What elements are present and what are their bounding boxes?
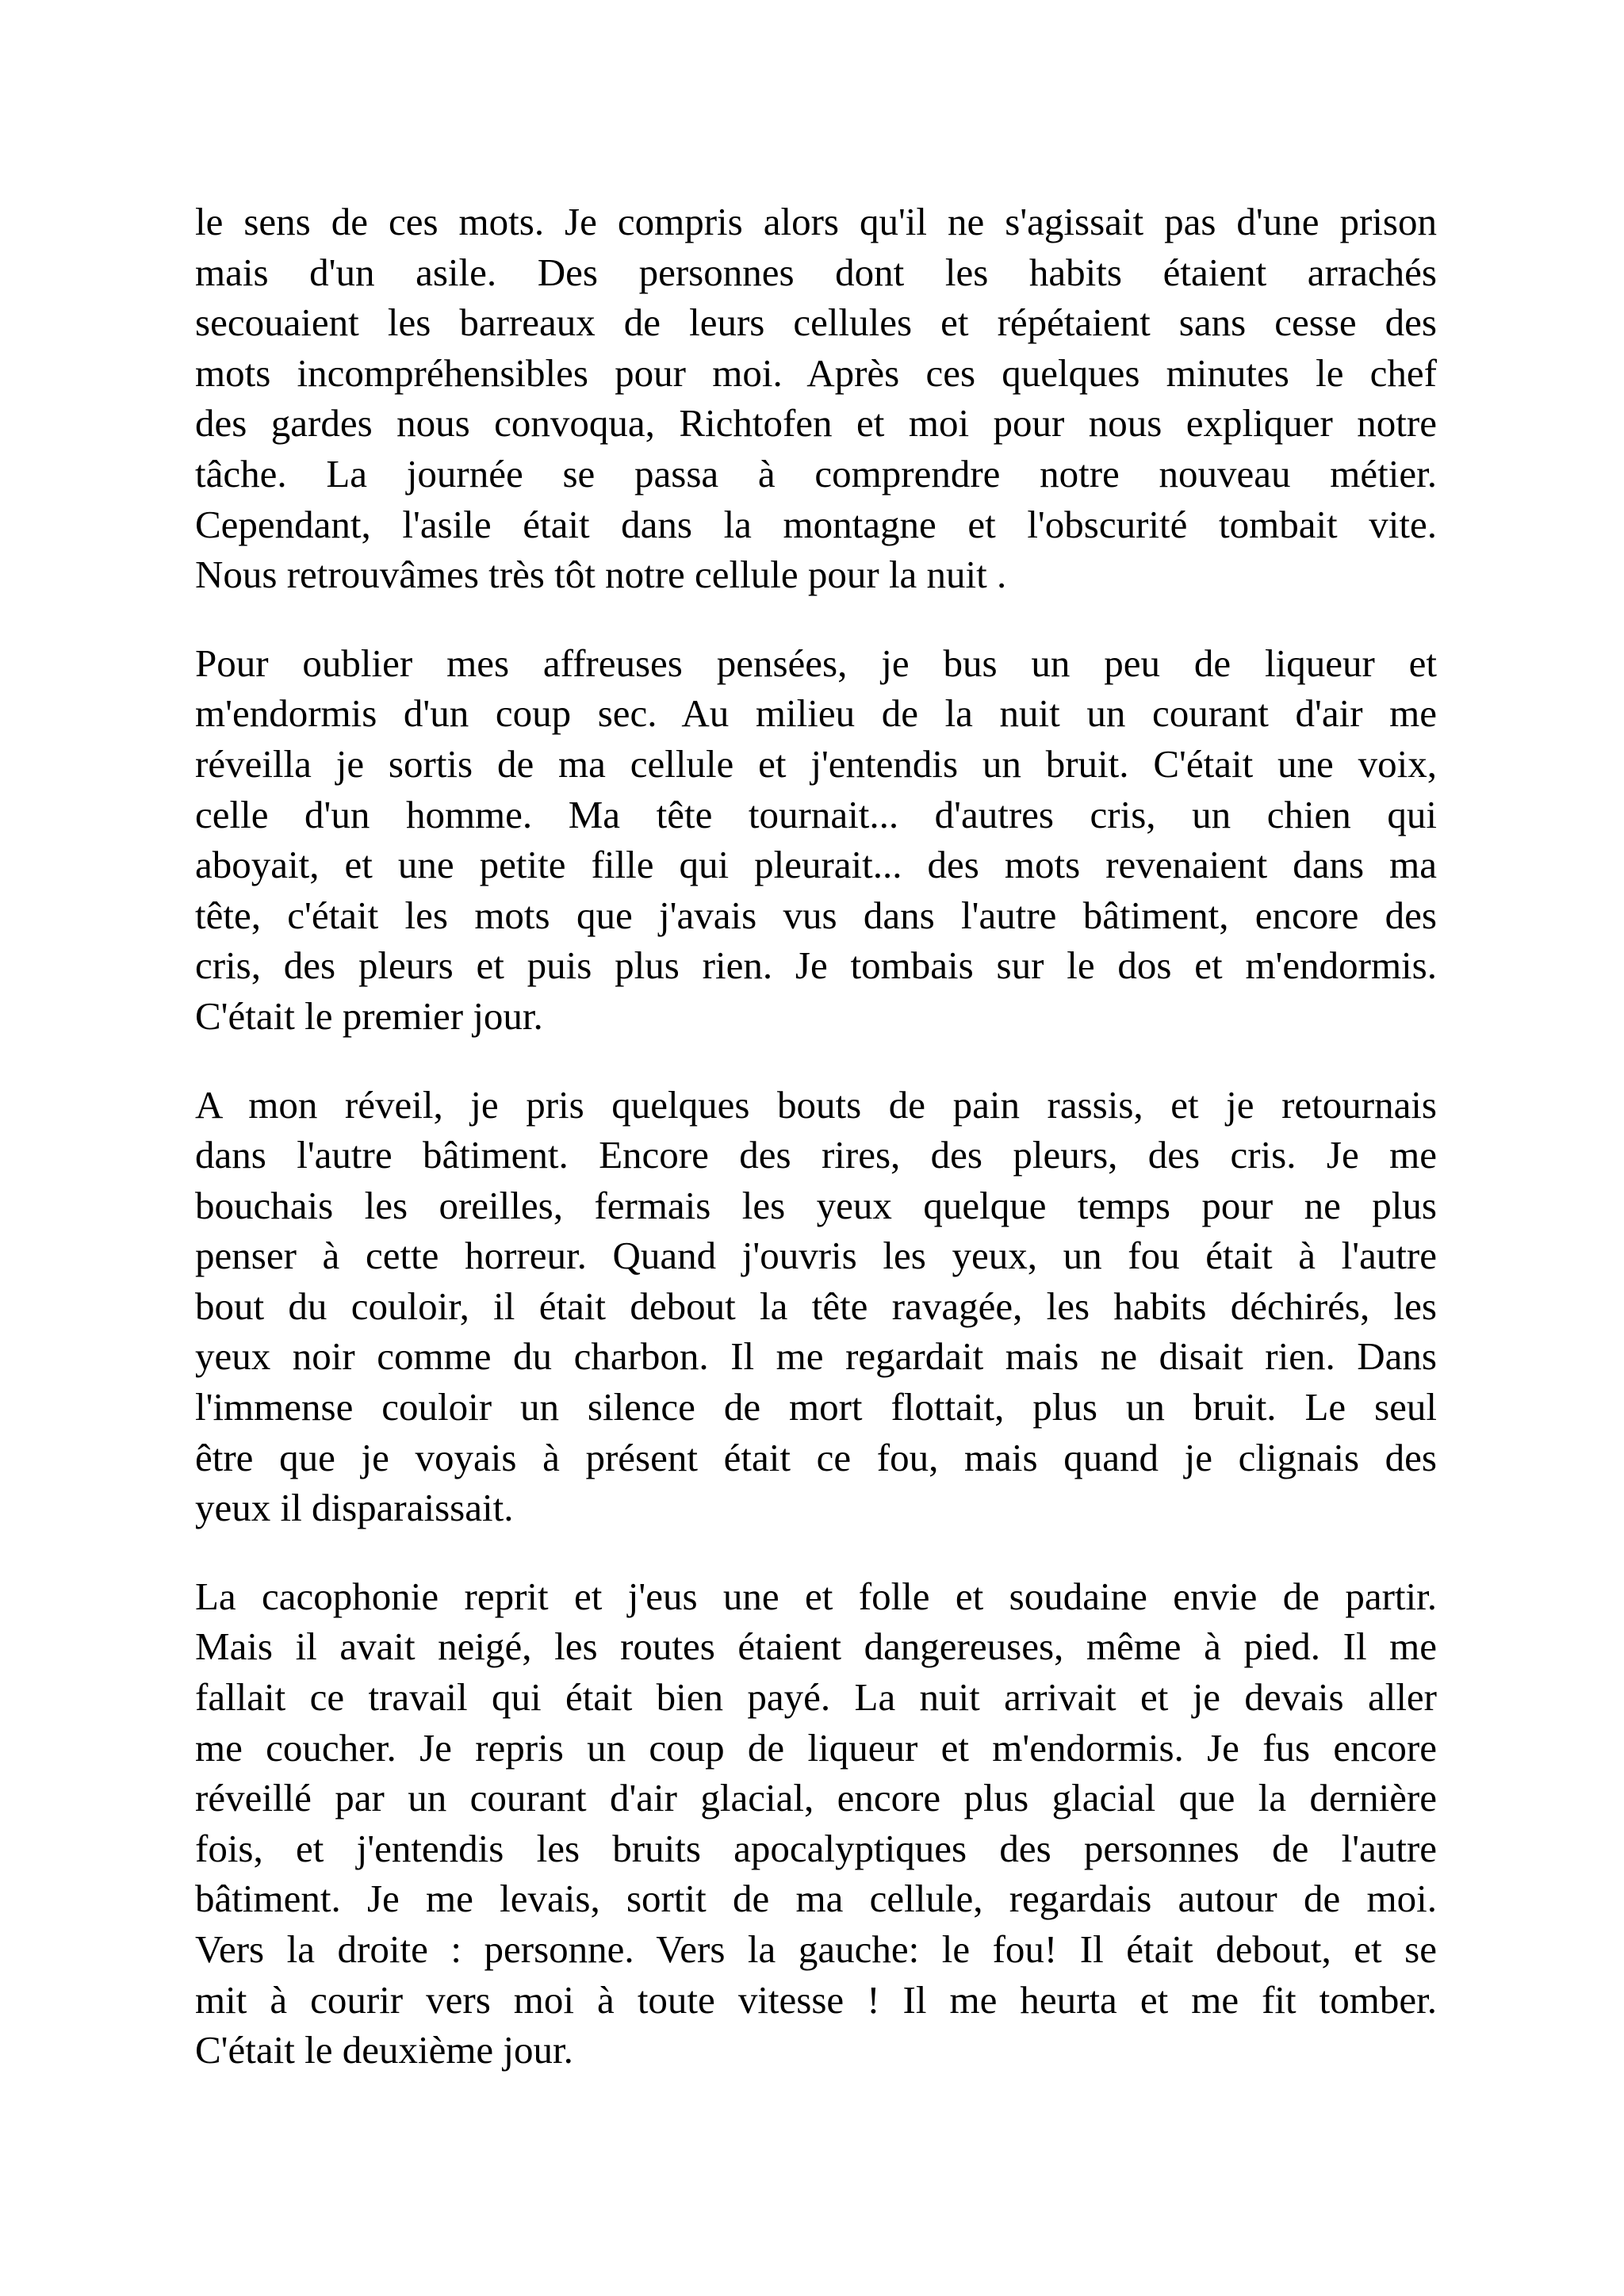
text-line: C'était le deuxième jour. bbox=[195, 2028, 573, 2072]
text-line: m'endormis d'un coup sec. Au milieu de la nuit un courant d'air me bbox=[195, 691, 1437, 736]
text-line: l'immense couloir un silence de mort flottait, plus un bruit. Le seul bbox=[195, 1385, 1437, 1429]
text-line: celle d'un homme. Ma tête tournait... d'autres cris, un chien qui bbox=[195, 792, 1437, 836]
text-line: le sens de ces mots. Je compris alors qu'il ne s'agissait pas d'une prison bbox=[195, 200, 1437, 243]
text-line: mots incompréhensibles pour moi. Après ces quelques minutes le chef bbox=[195, 350, 1437, 395]
text-line: réveilla je sortis de ma cellule et j'entendis un bruit. C'était une voix, bbox=[195, 741, 1437, 786]
paragraph-4 bbox=[195, 1571, 1437, 2076]
text-line: Vers la droite : personne. Vers la gauche: le fou! Il était debout, et se bbox=[195, 1927, 1437, 1971]
text-line: cris, des pleurs et puis plus rien. Je tombais sur le dos et m'endormis. bbox=[195, 943, 1437, 988]
text-line: yeux noir comme du charbon. Il me regardait mais ne disait rien. Dans bbox=[195, 1334, 1437, 1379]
text-line: fois, et j'entendis les bruits apocalyptiques des personnes de l'autre bbox=[195, 1826, 1437, 1870]
text-line: dans l'autre bâtiment. Encore des rires, des pleurs, des cris. Je me bbox=[195, 1133, 1437, 1177]
text-line: des gardes nous convoqua, Richtofen et moi pour nous expliquer notre bbox=[195, 401, 1437, 446]
text-line: A mon réveil, je pris quelques bouts de pain rassis, et je retournais bbox=[195, 1082, 1437, 1127]
text-line: Mais il avait neigé, les routes étaient dangereuses, même à pied. Il me bbox=[195, 1624, 1437, 1669]
text-line: yeux il disparaissait. bbox=[195, 1486, 514, 1530]
text-line: bout du couloir, il était debout la tête ravagée, les habits déchirés, les bbox=[195, 1284, 1437, 1328]
text-line: Pour oublier mes affreuses pensées, je bus un peu de liqueur et bbox=[195, 641, 1437, 685]
text-line: La cacophonie reprit et j'eus une et folle et soudaine envie de partir. bbox=[195, 1574, 1437, 1618]
paragraph-3 bbox=[195, 1080, 1437, 1533]
text-line: aboyait, et une petite fille qui pleurait... des mots revenaient dans ma bbox=[195, 843, 1437, 887]
text-line: Cependant, l'asile était dans la montagne et l'obscurité tombait vite. bbox=[195, 502, 1437, 546]
text-line: réveillé par un courant d'air glacial, encore plus glacial que la dernière bbox=[195, 1776, 1437, 1820]
text-line: me coucher. Je repris un coup de liqueur et m'endormis. Je fus encore bbox=[195, 1725, 1437, 1770]
text-line: tête, c'était les mots que j'avais vus dans l'autre bâtiment, encore des bbox=[195, 893, 1437, 937]
paragraph-1 bbox=[195, 197, 1437, 600]
text-line: fallait ce travail qui était bien payé. La nuit arrivait et je devais aller bbox=[195, 1675, 1437, 1720]
text-line: C'était le premier jour. bbox=[195, 993, 543, 1038]
text-line: Nous retrouvâmes très tôt notre cellule pour la nuit . bbox=[195, 553, 1007, 597]
body-text bbox=[195, 197, 1437, 2114]
paragraph-2 bbox=[195, 638, 1437, 1042]
text-line: bâtiment. Je me levais, sortit de ma cellule, regardais autour de moi. bbox=[195, 1877, 1437, 1921]
text-line: mit à courir vers moi à toute vitesse ! Il me heurta et me fit tomber. bbox=[195, 1977, 1437, 2022]
text-line: mais d'un asile. Des personnes dont les habits étaient arrachés bbox=[195, 250, 1437, 294]
text-line: bouchais les oreilles, fermais les yeux quelque temps pour ne plus bbox=[195, 1183, 1437, 1227]
text-line: secouaient les barreaux de leurs cellules et répétaient sans cesse des bbox=[195, 300, 1437, 345]
text-line: penser à cette horreur. Quand j'ouvris les yeux, un fou était à l'autre bbox=[195, 1234, 1437, 1278]
text-line: être que je voyais à présent était ce fou, mais quand je clignais des bbox=[195, 1435, 1437, 1479]
text-line: tâche. La journée se passa à comprendre notre nouveau métier. bbox=[195, 451, 1437, 496]
